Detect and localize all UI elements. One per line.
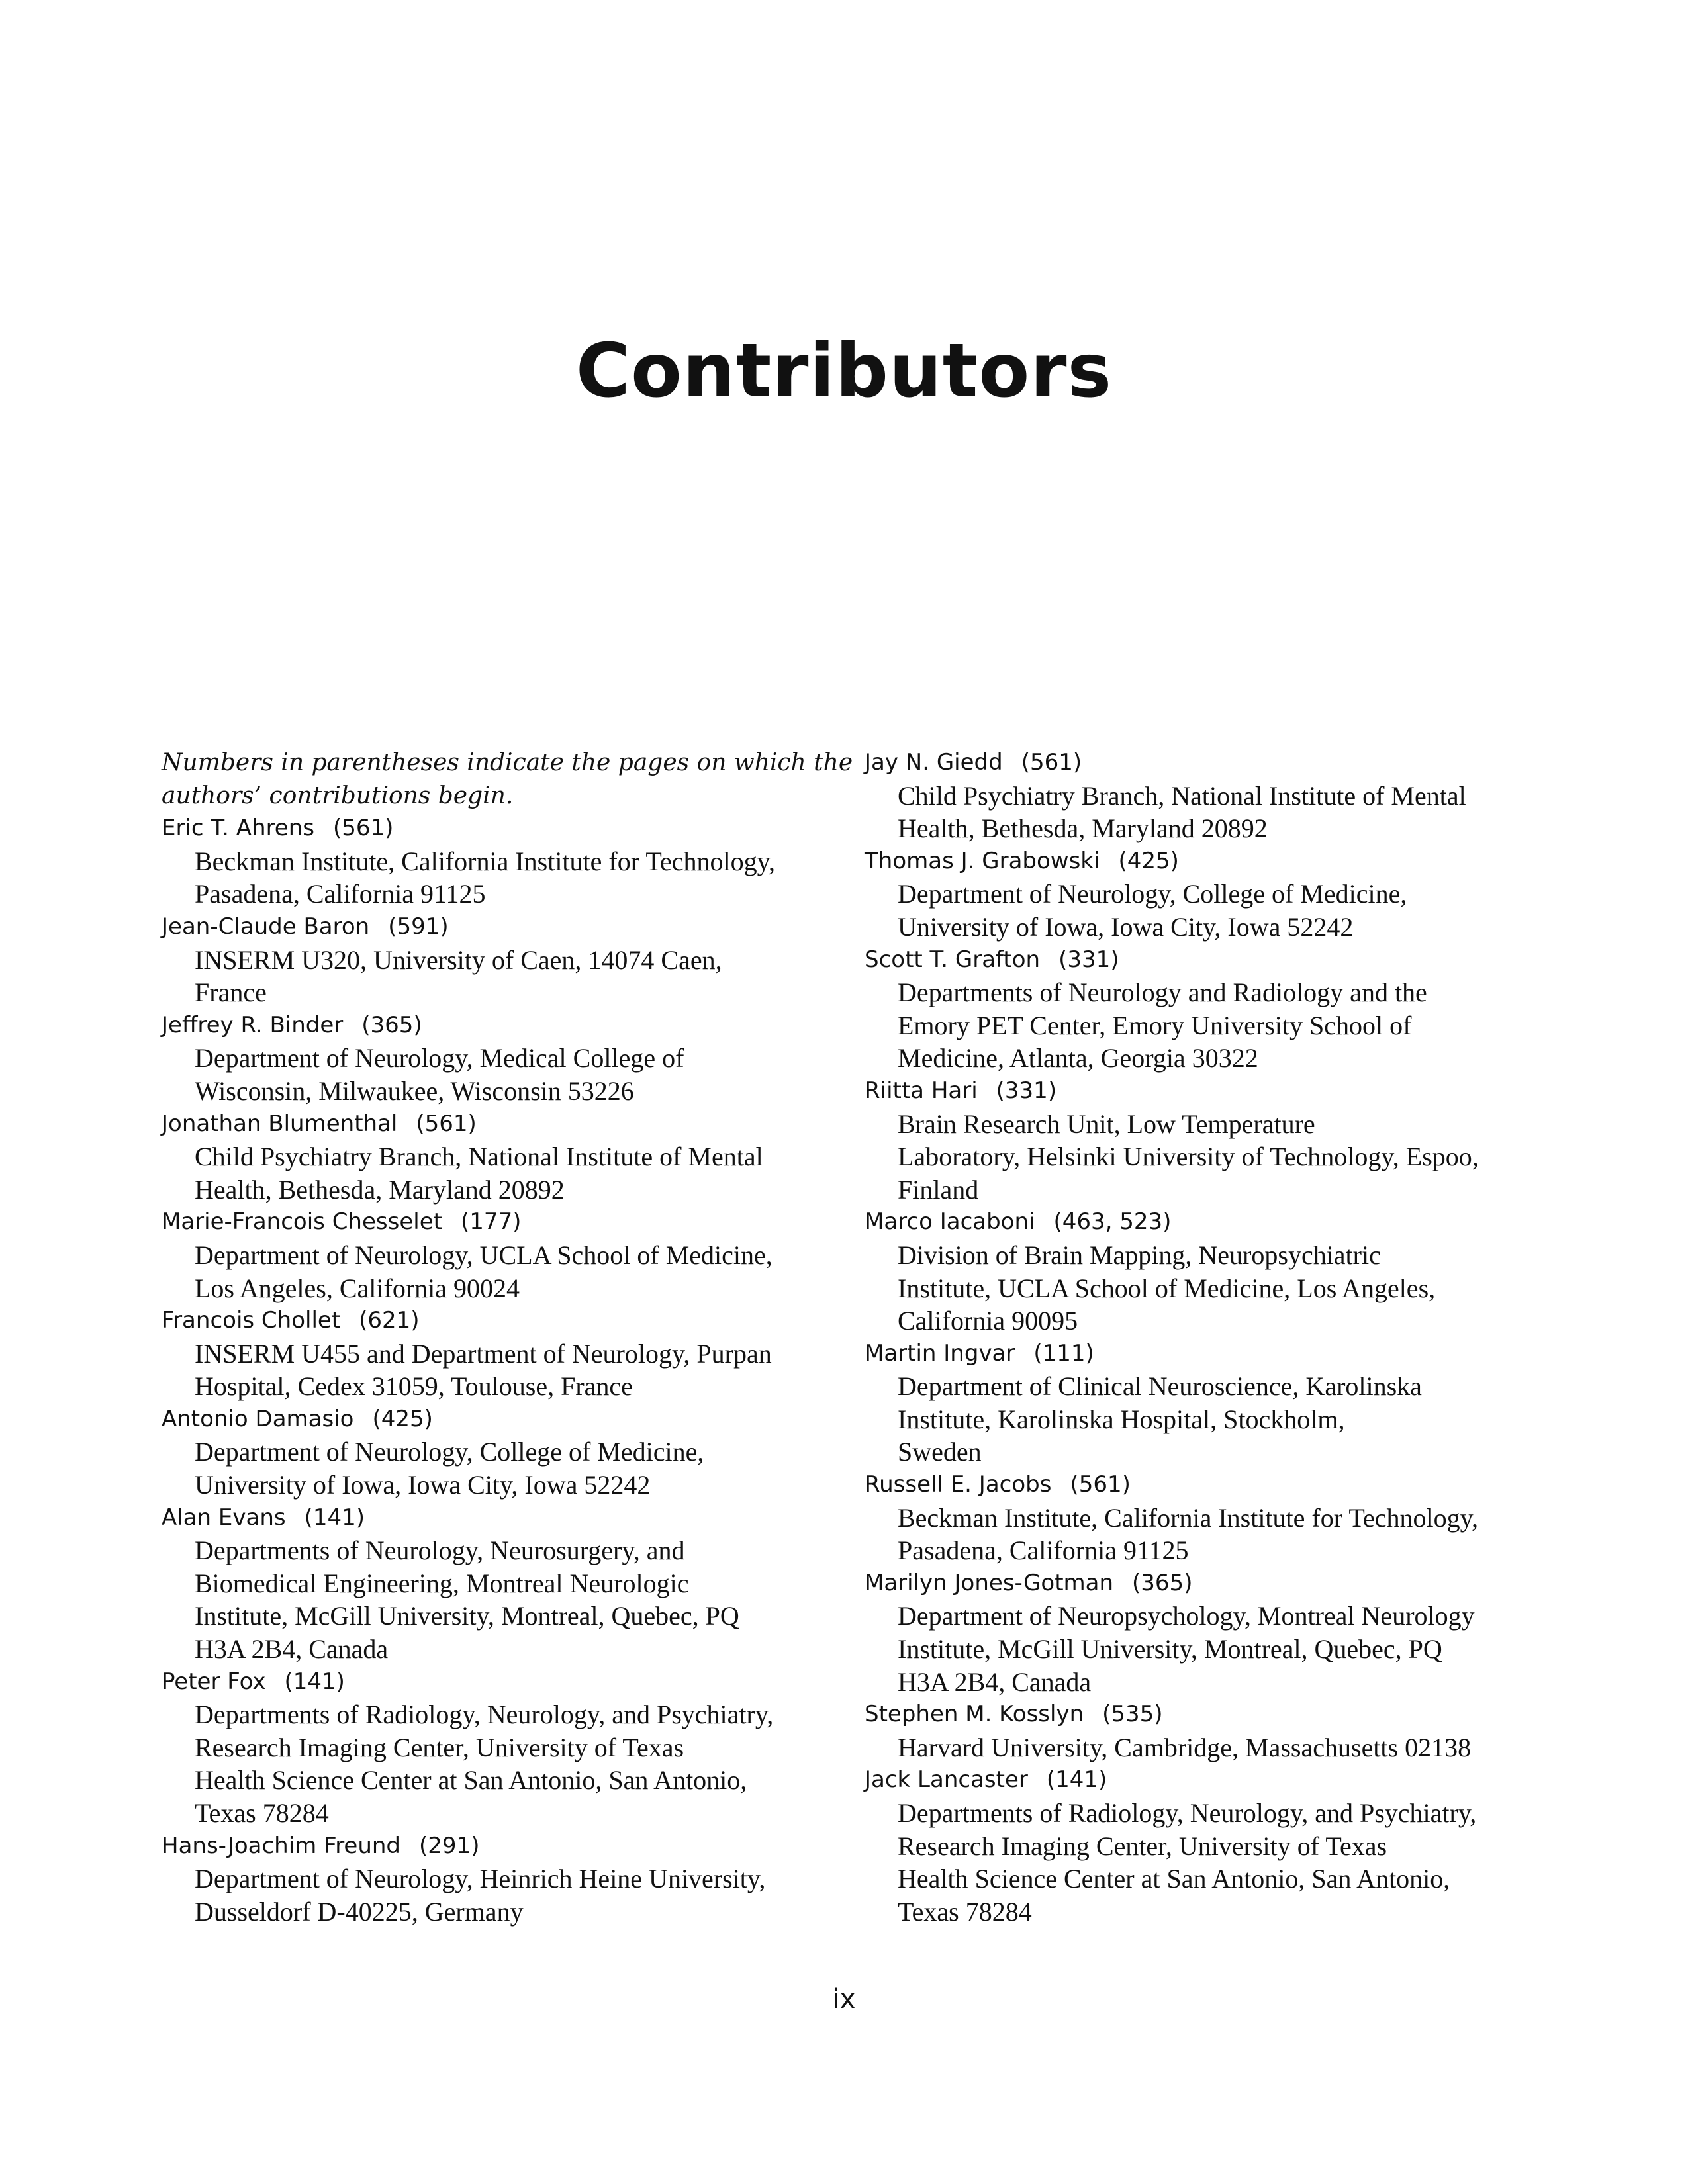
affiliation-line: Departments of Radiology, Neurology, and Psychiatry,: [195, 1700, 774, 1730]
contributor-name: Francois Chollet: [162, 1307, 341, 1334]
contributor-pages: (425): [1118, 847, 1179, 874]
affiliation-line: France: [195, 978, 267, 1008]
contributor-entry: [865, 1567, 1526, 1698]
contributor-entry: [162, 1206, 823, 1304]
contributor-name: Jack Lancaster: [865, 1766, 1028, 1794]
contributor-entry: [865, 1338, 1526, 1469]
affiliation-line: Medicine, Atlanta, Georgia 30322: [898, 1043, 1258, 1073]
contributor-entry: [162, 1009, 823, 1108]
contributor-entry: [865, 845, 1526, 944]
contributor-name: Eric T. Ahrens: [162, 815, 314, 842]
contributor-name: Scott T. Grafton: [865, 946, 1041, 973]
contributor-pages: (365): [1132, 1569, 1193, 1596]
affiliation-line: Finland: [898, 1174, 979, 1205]
page-title: Contributors: [575, 328, 1113, 414]
contributor-affiliation: [162, 845, 823, 911]
contributor-name: Russell E. Jacobs: [865, 1471, 1052, 1498]
page-note: [162, 747, 853, 812]
contributor-pages: (291): [419, 1832, 480, 1859]
contributor-affiliation: [865, 1108, 1526, 1206]
contributor-affiliation: [162, 1435, 823, 1501]
affiliation-line: Institute, Karolinska Hospital, Stockholm,: [898, 1404, 1345, 1434]
affiliation-line: Child Psychiatry Branch, National Institute of Mental: [898, 780, 1466, 811]
contributor-name: Marco Iacaboni: [865, 1208, 1035, 1236]
contributor-affiliation: [162, 1698, 823, 1829]
contributor-name: Alan Evans: [162, 1504, 286, 1531]
contributor-entry: [865, 1764, 1526, 1928]
contributor-entry: [162, 1666, 823, 1830]
affiliation-line: Pasadena, California 91125: [195, 879, 486, 909]
contributor-affiliation: [162, 1042, 823, 1107]
affiliation-line: Department of Neuropsychology, Montreal Neurology: [898, 1601, 1475, 1631]
affiliation-line: Health, Bethesda, Maryland 20892: [898, 813, 1268, 844]
affiliation-line: Beckman Institute, California Institute for Technology,: [898, 1502, 1478, 1533]
contributor-affiliation: [162, 1862, 823, 1928]
contributor-affiliation: [865, 976, 1526, 1075]
affiliation-line: California 90095: [898, 1306, 1078, 1336]
affiliation-line: Dusseldorf D-40225, Germany: [195, 1896, 524, 1927]
affiliation-line: Institute, McGill University, Montreal, Quebec, PQ: [898, 1634, 1442, 1664]
contributor-name: Peter Fox: [162, 1668, 266, 1695]
affiliation-line: Texas 78284: [195, 1798, 329, 1828]
contributor-entry: [162, 911, 823, 1009]
contributor-affiliation: [162, 1338, 823, 1403]
contributor-pages: (591): [388, 913, 449, 940]
contributor-name: Martin Ingvar: [865, 1340, 1015, 1367]
page-number: ix: [832, 1984, 856, 2015]
affiliation-line: Child Psychiatry Branch, National Institute of Mental: [195, 1142, 763, 1172]
affiliation-line: Sweden: [898, 1437, 982, 1467]
contributor-name: Jay N. Giedd: [865, 749, 1003, 776]
affiliation-line: University of Iowa, Iowa City, Iowa 52242: [195, 1470, 651, 1500]
left-column: [162, 747, 853, 1928]
affiliation-line: Laboratory, Helsinki University of Technology, Espoo,: [898, 1142, 1479, 1172]
contributor-name: Jean-Claude Baron: [162, 913, 370, 940]
contributor-entry: [162, 1830, 823, 1929]
contributor-entry: [162, 1304, 823, 1403]
affiliation-line: Health Science Center at San Antonio, San Antonio,: [898, 1864, 1450, 1894]
contributor-name: Stephen M. Kosslyn: [865, 1701, 1084, 1728]
affiliation-line: H3A 2B4, Canada: [898, 1666, 1092, 1697]
note-line: Numbers in parentheses indicate the pages on which the: [162, 749, 853, 776]
contributor-entry: [865, 747, 1526, 845]
affiliation-line: Institute, McGill University, Montreal, Quebec, PQ: [195, 1601, 739, 1631]
contributor-name: Jeffrey R. Binder: [162, 1011, 344, 1038]
contributor-entry: [865, 944, 1526, 1075]
contributor-pages: (331): [996, 1077, 1057, 1104]
affiliation-line: Department of Neurology, Medical College of: [195, 1043, 684, 1073]
contributor-pages: (535): [1102, 1701, 1163, 1728]
affiliation-line: Institute, UCLA School of Medicine, Los Angeles,: [898, 1273, 1436, 1303]
contributor-entry: [162, 1403, 823, 1502]
contributor-pages: (177): [460, 1208, 522, 1236]
contributor-entry: [162, 1502, 823, 1666]
affiliation-line: Division of Brain Mapping, Neuropsychiatric: [898, 1240, 1381, 1270]
affiliation-line: Department of Clinical Neuroscience, Karolinska: [898, 1371, 1422, 1402]
affiliation-line: Health Science Center at San Antonio, San Antonio,: [195, 1765, 747, 1796]
affiliation-line: Pasadena, California 91125: [898, 1535, 1189, 1566]
contributor-pages: (141): [1046, 1766, 1107, 1794]
contributor-pages: (561): [332, 815, 394, 842]
contributor-name: Jonathan Blumenthal: [162, 1110, 398, 1137]
affiliation-line: Departments of Neurology and Radiology and the: [898, 978, 1427, 1008]
contributor-pages: (621): [359, 1307, 420, 1334]
affiliation-line: Department of Neurology, Heinrich Heine University,: [195, 1864, 766, 1894]
affiliation-line: Research Imaging Center, University of Texas: [898, 1831, 1387, 1861]
affiliation-line: Departments of Radiology, Neurology, and Psychiatry,: [898, 1798, 1477, 1828]
affiliation-line: Emory PET Center, Emory University School of: [898, 1010, 1412, 1040]
contributor-pages: (561): [1021, 749, 1082, 776]
affiliation-line: Beckman Institute, California Institute for Technology,: [195, 846, 775, 876]
affiliation-line: H3A 2B4, Canada: [195, 1634, 389, 1664]
contributor-affiliation: [865, 1239, 1526, 1338]
contributor-name: Marilyn Jones-Gotman: [865, 1569, 1114, 1596]
contributor-affiliation: [865, 1797, 1526, 1928]
contributor-name: Marie-Francois Chesselet: [162, 1208, 442, 1236]
affiliation-line: Brain Research Unit, Low Temperature: [898, 1109, 1315, 1139]
contributor-pages: (561): [416, 1110, 477, 1137]
contributor-entry: [162, 812, 823, 911]
affiliation-line: Los Angeles, California 90024: [195, 1273, 520, 1303]
contributor-pages: (141): [284, 1668, 345, 1695]
contributor-entry: [865, 1075, 1526, 1206]
contributor-pages: (365): [361, 1011, 422, 1038]
contributor-pages: (111): [1033, 1340, 1094, 1367]
affiliation-line: Research Imaging Center, University of Texas: [195, 1732, 684, 1762]
contributor-entry: [865, 1206, 1526, 1337]
affiliation-line: INSERM U455 and Department of Neurology, Purpan: [195, 1338, 772, 1369]
contributor-affiliation: [865, 1502, 1526, 1567]
contributor-affiliation: [865, 1370, 1526, 1469]
affiliation-line: Hospital, Cedex 31059, Toulouse, France: [195, 1371, 633, 1402]
affiliation-line: Wisconsin, Milwaukee, Wisconsin 53226: [195, 1075, 634, 1106]
contributor-pages: (141): [304, 1504, 365, 1531]
contributor-affiliation: [865, 878, 1526, 943]
affiliation-line: Texas 78284: [898, 1896, 1032, 1927]
affiliation-line: Health, Bethesda, Maryland 20892: [195, 1174, 565, 1205]
contributor-affiliation: [865, 1600, 1526, 1698]
contributor-entry: [162, 1108, 823, 1206]
affiliation-line: Department of Neurology, College of Medicine,: [195, 1437, 704, 1467]
affiliation-line: Biomedical Engineering, Montreal Neurologic: [195, 1568, 689, 1598]
contributor-affiliation: [162, 1140, 823, 1206]
affiliation-line: Department of Neurology, UCLA School of Medicine,: [195, 1240, 773, 1270]
contributor-entry: [865, 1698, 1526, 1764]
contributor-affiliation: [865, 1731, 1526, 1764]
contributor-entry: [865, 1469, 1526, 1567]
contributor-affiliation: [865, 780, 1526, 845]
right-column: [865, 747, 1526, 1928]
affiliation-line: INSERM U320, University of Caen, 14074 Caen,: [195, 944, 722, 975]
contributor-affiliation: [162, 1534, 823, 1665]
contributor-name: Riitta Hari: [865, 1077, 978, 1104]
contributor-pages: (331): [1058, 946, 1119, 973]
contributor-affiliation: [162, 1239, 823, 1304]
note-line: authors’ contributions begin.: [162, 782, 514, 809]
affiliation-line: Departments of Neurology, Neurosurgery, and: [195, 1535, 685, 1566]
affiliation-line: Department of Neurology, College of Medicine,: [898, 879, 1407, 909]
affiliation-line: University of Iowa, Iowa City, Iowa 52242: [898, 911, 1354, 942]
contributor-pages: (463, 523): [1053, 1208, 1172, 1236]
contributor-name: Antonio Damasio: [162, 1405, 354, 1432]
contributor-name: Thomas J. Grabowski: [865, 847, 1100, 874]
contributor-pages: (561): [1070, 1471, 1131, 1498]
contributor-pages: (425): [372, 1405, 433, 1432]
affiliation-line: Harvard University, Cambridge, Massachusetts 02138: [898, 1732, 1472, 1762]
contributor-affiliation: [162, 944, 823, 1009]
contributor-name: Hans-Joachim Freund: [162, 1832, 401, 1859]
